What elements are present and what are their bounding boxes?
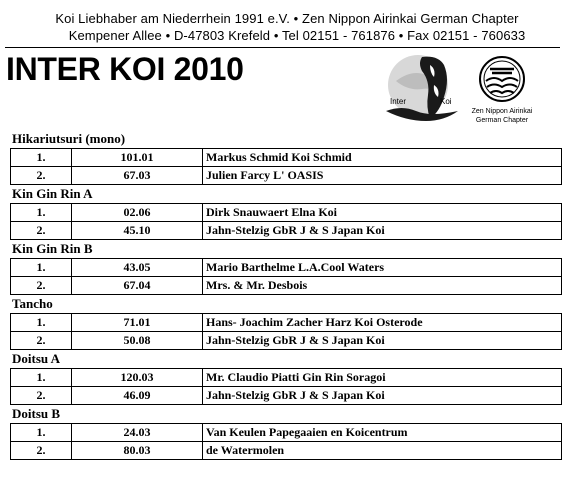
page-title: INTER KOI 2010 bbox=[6, 51, 244, 87]
zna-line-1: Zen Nippon Airinkai bbox=[471, 108, 533, 115]
owner-cell: Mr. Claudio Piatti Gin Rin Soragoi bbox=[203, 369, 562, 387]
rank-cell: 1. bbox=[11, 369, 72, 387]
owner-cell: Jahn-Stelzig GbR J & S Japan Koi bbox=[203, 387, 562, 405]
table-row bbox=[11, 149, 562, 167]
koi-number-cell: 02.06 bbox=[72, 204, 203, 222]
owner-cell: de Watermolen bbox=[203, 442, 562, 460]
category-heading: Kin Gin Rin A bbox=[12, 186, 93, 201]
results-list bbox=[10, 130, 562, 460]
club-header-line-1: Koi Liebhaber am Niederrhein 1991 e.V. • Zen Nippon Airinkai German Chapter bbox=[55, 11, 519, 26]
koi-number-cell: 50.08 bbox=[72, 332, 203, 350]
zna-line-2: German Chapter bbox=[475, 117, 529, 124]
table-row bbox=[11, 277, 562, 295]
table-row bbox=[11, 204, 562, 222]
table-row bbox=[11, 259, 562, 277]
rank-cell: 1. bbox=[11, 424, 72, 442]
results-table bbox=[10, 368, 562, 405]
owner-cell: Mrs. & Mr. Desbois bbox=[203, 277, 562, 295]
owner-cell: Jahn-Stelzig GbR J & S Japan Koi bbox=[203, 222, 562, 240]
results-table bbox=[10, 148, 562, 185]
rank-cell: 2. bbox=[11, 167, 72, 185]
category-heading: Hikariutsuri (mono) bbox=[12, 131, 126, 146]
logo-inter-text: Inter bbox=[390, 97, 407, 106]
table-row bbox=[11, 424, 562, 442]
results-table bbox=[10, 423, 562, 460]
rank-cell: 1. bbox=[11, 204, 72, 222]
rank-cell: 2. bbox=[11, 332, 72, 350]
table-row bbox=[11, 387, 562, 405]
rank-cell: 2. bbox=[11, 387, 72, 405]
table-row bbox=[11, 369, 562, 387]
owner-cell: Dirk Snauwaert Elna Koi bbox=[203, 204, 562, 222]
owner-cell: Jahn-Stelzig GbR J & S Japan Koi bbox=[203, 332, 562, 350]
results-table bbox=[10, 203, 562, 240]
table-row bbox=[11, 167, 562, 185]
koi-number-cell: 45.10 bbox=[72, 222, 203, 240]
rank-cell: 2. bbox=[11, 442, 72, 460]
owner-cell: Van Keulen Papegaaien en Koicentrum bbox=[203, 424, 562, 442]
koi-number-cell: 67.03 bbox=[72, 167, 203, 185]
club-header-line-2: Kempener Allee • D-47803 Krefeld • Tel 02151 - 761876 • Fax 02151 - 760633 bbox=[68, 28, 526, 43]
owner-cell: Hans- Joachim Zacher Harz Koi Osterode bbox=[203, 314, 562, 332]
category-heading: Doitsu B bbox=[12, 406, 61, 421]
rank-cell: 1. bbox=[11, 259, 72, 277]
koi-number-cell: 24.03 bbox=[72, 424, 203, 442]
koi-number-cell: 101.01 bbox=[72, 149, 203, 167]
table-row bbox=[11, 442, 562, 460]
koi-number-cell: 46.09 bbox=[72, 387, 203, 405]
category-heading: Doitsu A bbox=[12, 351, 61, 366]
zna-logo bbox=[462, 55, 542, 131]
results-table bbox=[10, 258, 562, 295]
owner-cell: Markus Schmid Koi Schmid bbox=[203, 149, 562, 167]
table-row bbox=[11, 332, 562, 350]
koi-number-cell: 67.04 bbox=[72, 277, 203, 295]
koi-number-cell: 71.01 bbox=[72, 314, 203, 332]
rank-cell: 2. bbox=[11, 222, 72, 240]
koi-number-cell: 120.03 bbox=[72, 369, 203, 387]
results-table bbox=[10, 313, 562, 350]
owner-cell: Mario Barthelme L.A.Cool Waters bbox=[203, 259, 562, 277]
header-divider bbox=[5, 47, 560, 48]
category-heading: Kin Gin Rin B bbox=[12, 241, 93, 256]
table-row bbox=[11, 314, 562, 332]
table-row bbox=[11, 222, 562, 240]
koi-number-cell: 43.05 bbox=[72, 259, 203, 277]
rank-cell: 1. bbox=[11, 314, 72, 332]
rank-cell: 1. bbox=[11, 149, 72, 167]
koi-number-cell: 80.03 bbox=[72, 442, 203, 460]
logo-koi-text: Koi bbox=[440, 97, 452, 106]
inter-koi-logo bbox=[382, 51, 462, 129]
rank-cell: 2. bbox=[11, 277, 72, 295]
owner-cell: Julien Farcy L' OASIS bbox=[203, 167, 562, 185]
category-heading: Tancho bbox=[12, 296, 53, 311]
